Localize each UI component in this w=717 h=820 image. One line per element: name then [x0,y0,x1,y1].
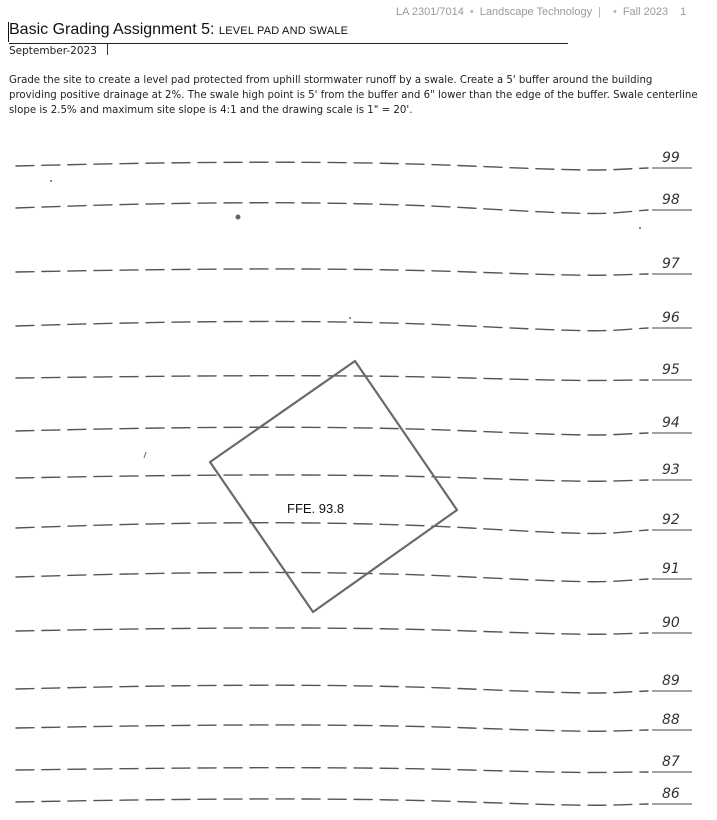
paper-speck [236,215,241,220]
program-name: Landscape Technology [479,6,593,18]
contour-label-group [652,150,692,804]
running-header [396,6,706,22]
title-subtitle: LEVEL PAD AND SWALE [218,25,349,37]
separator-dot: • [612,6,617,18]
contour-label-91: 91 [662,561,680,577]
page-number: 1 [680,6,687,18]
contour-line-89 [16,685,648,693]
contour-line-98 [16,203,648,214]
contour-line-94 [16,427,648,435]
contour-line-97 [16,269,648,275]
contour-label-88: 88 [662,712,680,728]
contour-label-98: 98 [662,192,680,208]
contour-label-92: 92 [662,512,680,528]
contour-line-99 [16,162,648,170]
separator-bar: | [598,6,601,18]
contour-line-86 [16,799,648,805]
separator-dot: • [469,6,474,18]
contour-group [16,162,648,805]
contour-line-91 [16,572,648,581]
grading-plan [0,130,717,820]
contour-label-95: 95 [662,362,680,378]
course-number: LA 2301/7014 [396,6,464,18]
contour-line-96 [16,321,648,330]
contour-line-93 [16,475,648,481]
finished-floor-elevation-label: FFE. 93.8 [287,501,345,516]
contour-label-99: 99 [662,150,680,166]
contour-label-87: 87 [662,754,680,770]
contour-label-97: 97 [662,256,680,272]
contour-line-88 [16,725,648,731]
paper-speck [50,180,52,182]
contour-label-89: 89 [662,673,680,689]
contour-label-96: 96 [662,310,680,326]
contour-line-92 [16,523,648,534]
contour-label-86: 86 [662,786,680,802]
page-title[interactable] [9,21,569,39]
contour-line-90 [16,628,648,634]
paper-speck [144,452,146,458]
paper-speck [349,317,351,319]
title-main: Basic Grading Assignment 5: [9,21,215,38]
paper-speck [639,227,641,229]
date-field[interactable] [9,44,209,57]
contour-label-94: 94 [662,415,680,431]
contour-label-93: 93 [662,462,680,478]
date-caret [107,44,108,55]
contour-label-90: 90 [662,615,680,631]
contour-line-87 [16,768,648,773]
date-text: September-2023 [9,45,97,57]
instructions-paragraph: Grade the site to create a level pad protected from uphill stormwater runoff by a swale. Create a 5' buffer around the building providing positive drainage at 2%. The swale high point is 5' from the buffer and 6" lower than the edge of the buffer. Swale centerline slope is 2.5% and maximum site slope is 4:1 and the drawing scale is 1" = 20'. [9,75,698,116]
term: Fall 2023 [622,6,669,18]
